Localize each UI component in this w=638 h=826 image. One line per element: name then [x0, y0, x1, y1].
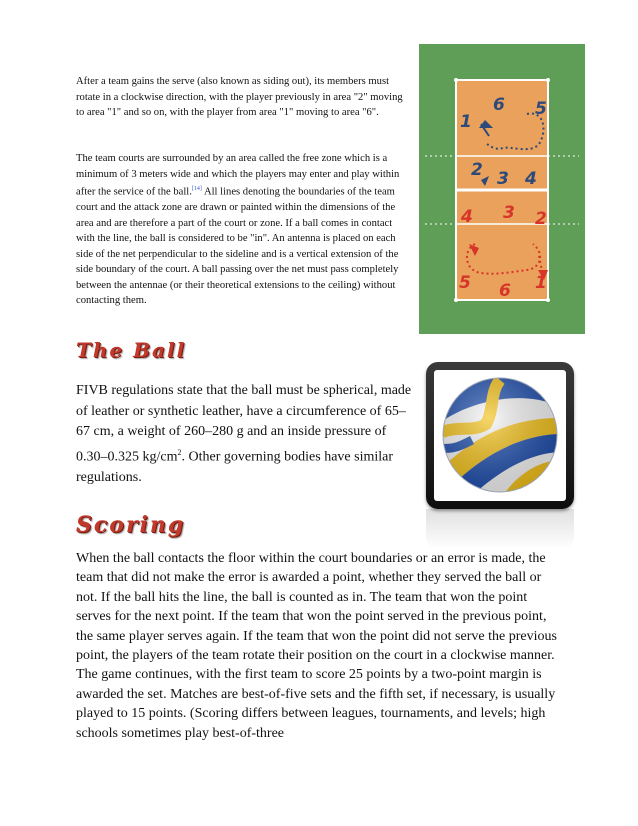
free-zone-text-a: The team courts are surrounded by an area called the free zone which is a minimum of 3 meters wide and which the players may enter and play within after the service of the ball.: [76, 153, 400, 198]
rotation-paragraph: After a team gains the serve (also known as siding out), its members must rotate in a clockwise direction, with the player previously in area "2" moving to area "1" and so on, with the player from area "1" moving to area "6".: [76, 76, 403, 118]
position-label: 5: [535, 99, 547, 119]
position-label: 2: [471, 160, 483, 180]
scoring-heading: Scoring: [76, 512, 186, 538]
ball-text-a: FIVB regulations state that the ball must be spherical, made of leather or synthetic leather, have a circumference of 65–67 cm, a weight of 260–280 g and an inside pressure of 0.30–0.325 kg/cm: [76, 383, 412, 465]
court-diagram: [419, 44, 585, 334]
free-zone-text-b: All lines denoting the boundaries of the team court and the attack zone are drawn or painted within the dimensions of the area and are therefore a part of the court or zone. If a ball comes in contact with the line, the ball is considered to be "in". An antenna is placed on each side of the net perpendicular to the sideline and is a vertical extension of the side boundary of the court. A ball passing over the net must pass completely between the antennae (or their theoretical extensions to the ceiling) without contacting them.: [76, 186, 399, 307]
free-zone-paragraph: [76, 151, 404, 309]
ball-text-b: . Other governing bodies have similar regulations.: [76, 449, 394, 485]
image-reflection: [426, 509, 574, 549]
position-label: 3: [497, 169, 509, 189]
scoring-paragraph: When the ball contacts the floor within the court boundaries or an error is made, the team that did not make the error is awarded a point, whether they served the ball or not. If the ball hits the line, the ball is counted as in. The team that won the point serves for the next point. If the team that won the point served in the previous point, the same player serves again. If the team that won the point did not serve the previous point, the players of the team rotate their position on the court in a clockwise manner. The game continues, with the first team to score 25 points by a two-point margin is awarded the set. Matches are best-of-five sets and the fifth set, if necessary, is usually played to 15 points. (Scoring differs between leagues, tournaments, and levels; high schools sometimes play best-of-three: [76, 551, 557, 741]
position-label: 4: [461, 207, 473, 227]
citation-link[interactable]: [14]: [191, 186, 202, 192]
position-label: 5: [459, 273, 471, 293]
volleyball-icon: [434, 370, 566, 501]
position-label: 3: [503, 203, 515, 223]
position-label: 1: [460, 112, 472, 132]
position-label: 6: [493, 95, 505, 115]
position-label: 1: [535, 273, 547, 293]
position-label: 2: [535, 209, 547, 229]
volleyball-image: [426, 362, 574, 509]
superscript: 2: [177, 447, 182, 457]
position-label: 6: [499, 281, 511, 301]
position-label: 4: [525, 169, 537, 189]
ball-paragraph: [76, 381, 416, 488]
ball-heading: The Ball: [76, 338, 187, 362]
